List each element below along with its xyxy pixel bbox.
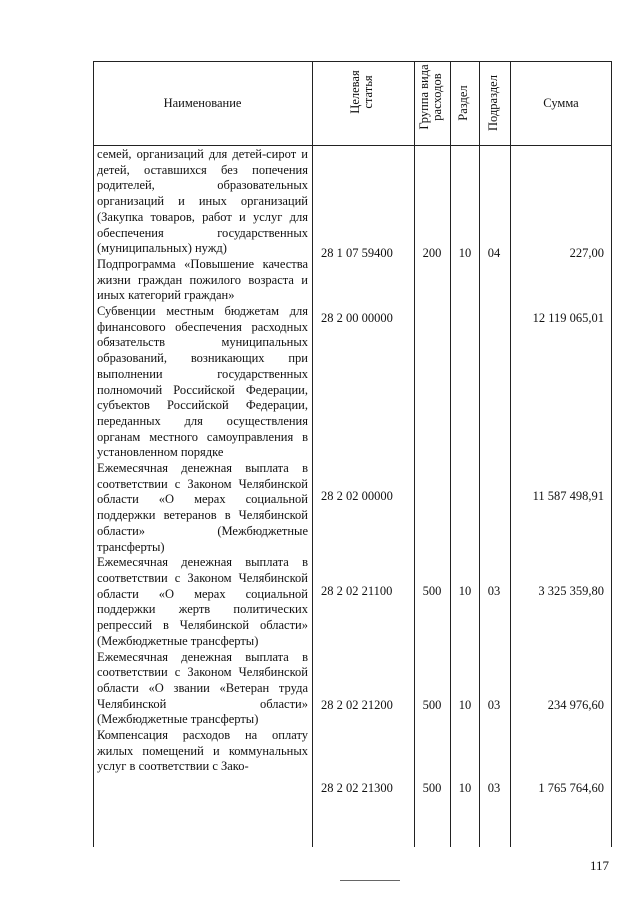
row-6-sum: 1 765 764,60 (538, 781, 604, 795)
row-name-3: Субвенции местным бюджетам для финансового обеспечения расходных обязательств муниципальных образований, возникающих при выполнении государственных полномочий Российской Федерации, субъектов Российской Федерации, переданных для осуществления органам местного самоуправления в установленном порядке (97, 304, 308, 460)
row-name-2: Подпрограмма «Повышение качества жизни граждан пожилого возраста и иных категорий граждан» (97, 256, 308, 303)
footer-rule (340, 880, 400, 881)
row-name (97, 147, 308, 775)
row-4-sum: 3 325 359,80 (538, 584, 604, 598)
col-divider-section (479, 61, 480, 847)
row-3-code: 28 2 02 00000 (321, 489, 393, 503)
row-1-group: 200 (422, 246, 442, 260)
page-number: 117 (590, 858, 610, 873)
row-5-group: 500 (422, 698, 442, 712)
row-1-code: 28 1 07 59400 (321, 246, 393, 260)
row-2-code: 28 2 00 00000 (321, 311, 393, 325)
row-4-group: 500 (422, 584, 442, 598)
row-1-subsection: 04 (487, 246, 501, 260)
table-right-border (611, 61, 612, 847)
row-5-section: 10 (458, 698, 472, 712)
row-5-subsection: 03 (487, 698, 501, 712)
row-6-subsection: 03 (487, 781, 501, 795)
header-expense-group: Группа вида расходов (417, 64, 444, 130)
table-left-border (93, 61, 94, 847)
col-divider-group (450, 61, 451, 847)
col-divider-subsection (510, 61, 511, 847)
row-4-section: 10 (458, 584, 472, 598)
row-6-group: 500 (422, 781, 442, 795)
header-section: Раздел (456, 85, 470, 121)
header-target-article: Целевая статья (348, 70, 375, 114)
row-name-1: семей, организаций для детей-сирот и детей, оставшихся без попечения родителей, образовательных организаций и иных организаций (Закупка товаров, работ и услуг для обеспечения государственных (муниципальных) нужд) (97, 147, 308, 256)
header-name: Наименование (163, 95, 242, 110)
header-bottom-border (93, 145, 612, 146)
row-name-5: Ежемесячная денежная выплата в соответствии с Законом Челябинской области «О мерах социальной поддержки жертв политических репрессий в Челябинской области» (Межбюджетные трансферты) (97, 555, 308, 648)
row-name-7: Компенсация расходов на оплату жилых помещений и коммунальных услуг в соответствии с Зако- (97, 728, 308, 774)
row-6-section: 10 (458, 781, 472, 795)
row-name-4: Ежемесячная денежная выплата в соответствии с Законом Челябинской области «О мерах социальной поддержки ветеранов в Челябинской области» (Межбюджетные трансферты) (97, 461, 308, 554)
row-2-sum: 12 119 065,01 (532, 311, 604, 325)
row-4-subsection: 03 (487, 584, 501, 598)
col-divider-code (414, 61, 415, 847)
row-name-6: Ежемесячная денежная выплата в соответствии с Законом Челябинской области «О звании «Ветеран труда Челябинской области» (Межбюджетные трансферты) (97, 649, 308, 727)
header-sum: Сумма (543, 95, 579, 110)
row-5-code: 28 2 02 21200 (321, 698, 393, 712)
col-divider-name (312, 61, 313, 847)
row-1-sum: 227,00 (569, 246, 604, 260)
row-5-sum: 234 976,60 (547, 698, 604, 712)
row-4-code: 28 2 02 21100 (321, 584, 393, 598)
row-3-sum: 11 587 498,91 (532, 489, 604, 503)
row-1-section: 10 (458, 246, 472, 260)
row-6-code: 28 2 02 21300 (321, 781, 393, 795)
header-subsection: Подраздел (486, 75, 500, 131)
budget-table (93, 61, 612, 847)
